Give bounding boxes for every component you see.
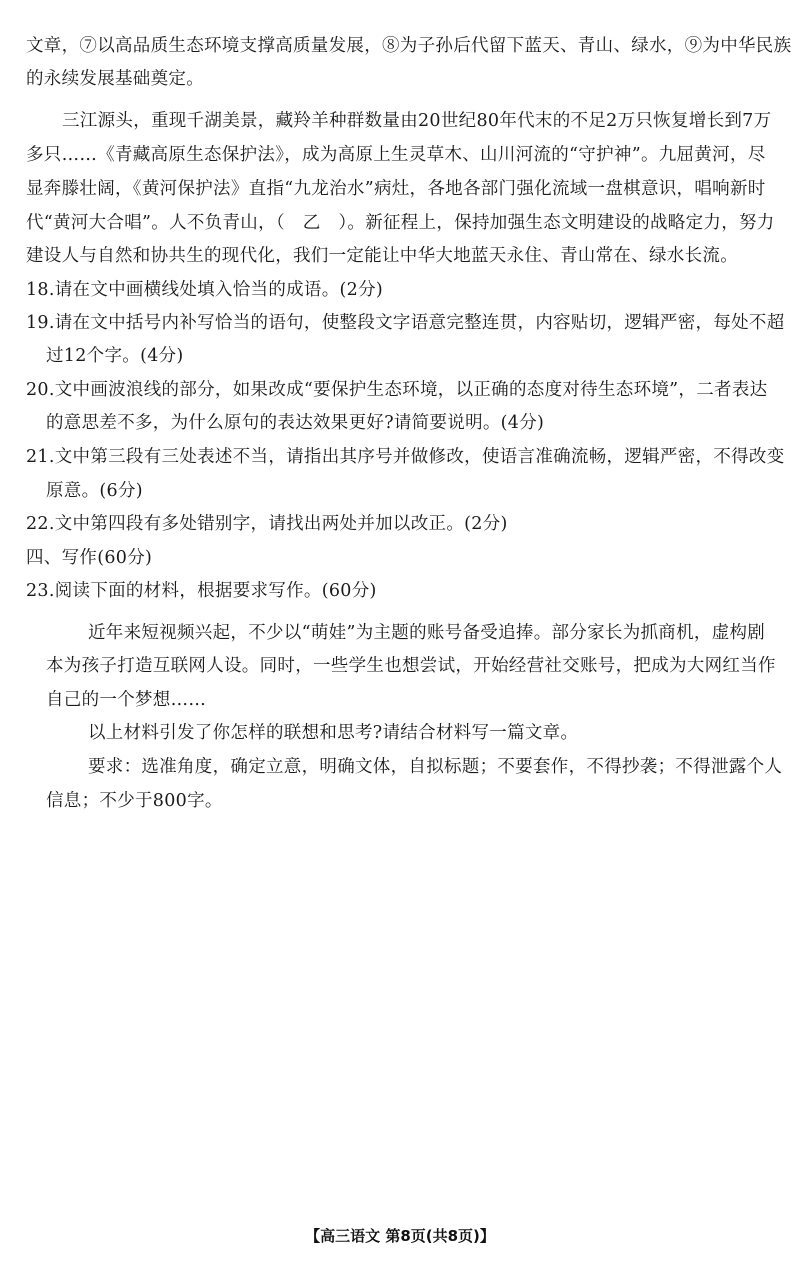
text-line: 四、写作(60分) [26, 548, 153, 568]
text-line: 19.请在文中括号内补写恰当的语句，使整段文字语意完整连贯，内容贴切，逻辑严密，每处不超 [26, 313, 785, 333]
text-line: 文章，⑦以高品质生态环境支撑高质量发展，⑧为子孙后代留下蓝天、青山、绿水，⑨为中华民族 [26, 36, 792, 56]
text-line: 18.请在文中画横线处填入恰当的成语。(2分) [26, 280, 384, 300]
text-line: 21.文中第三段有三处表述不当，请指出其序号并做修改，使语言准确流畅，逻辑严密，不得改变 [26, 447, 785, 467]
text-line: 22.文中第四段有多处错别字，请找出两处并加以改正。(2分) [26, 514, 508, 534]
text-line: 三江源头，重现千湖美景，藏羚羊种群数量由20世纪80年代末的不足2万只恢复增长到7万 [62, 111, 772, 131]
text-line: 的意思差不多，为什么原句的表达效果更好?请简要说明。(4分) [46, 413, 545, 433]
text-line: 过12个字。(4分) [46, 346, 184, 366]
text-line: 代“黄河大合唱”。人不负青山，（ 乙 ）。新征程上，保持加强生态文明建设的战略定力，努力 [26, 213, 775, 233]
text-line: 要求：选准角度，确定立意，明确文体，自拟标题；不要套作，不得抄袭；不得泄露个人 [88, 757, 783, 777]
text-line: 自己的一个梦想…… [46, 690, 207, 710]
text-line: 建设人与自然和协共生的现代化，我们一定能让中华大地蓝天永住、青山常在、绿水长流。 [26, 246, 738, 266]
text-line: 原意。(6分) [46, 481, 143, 501]
text-line: 以上材料引发了你怎样的联想和思考?请结合材料写一篇文章。 [88, 723, 579, 743]
text-line: 的永续发展基础奠定。 [26, 69, 204, 89]
text-line: 本为孩子打造互联网人设。同时，一些学生也想尝试，开始经营社交账号，把成为大网红当作 [46, 656, 776, 676]
text-line: 多只……《青藏高原生态保护法》，成为高原上生灵草木、山川河流的“守护神”。九屈黄河，尽 [26, 145, 766, 165]
text-line: 23.阅读下面的材料，根据要求写作。(60分) [26, 581, 377, 601]
text-line: 显奔滕壮阔，《黄河保护法》直指“九龙治水”病灶，各地各部门强化流域一盘棋意识，唱响新时 [26, 179, 766, 199]
text-line: 信息；不少于800字。 [46, 791, 223, 811]
page-footer: 【高三语文 第8页(共8页)】 [305, 1227, 495, 1245]
text-line: 近年来短视频兴起，不少以“萌娃”为主题的账号备受追捧。部分家长为抓商机，虚构剧 [88, 623, 766, 643]
text-line: 20.文中画波浪线的部分，如果改成“要保护生态环境，以正确的态度对待生态环境”，二者表达 [26, 380, 768, 400]
